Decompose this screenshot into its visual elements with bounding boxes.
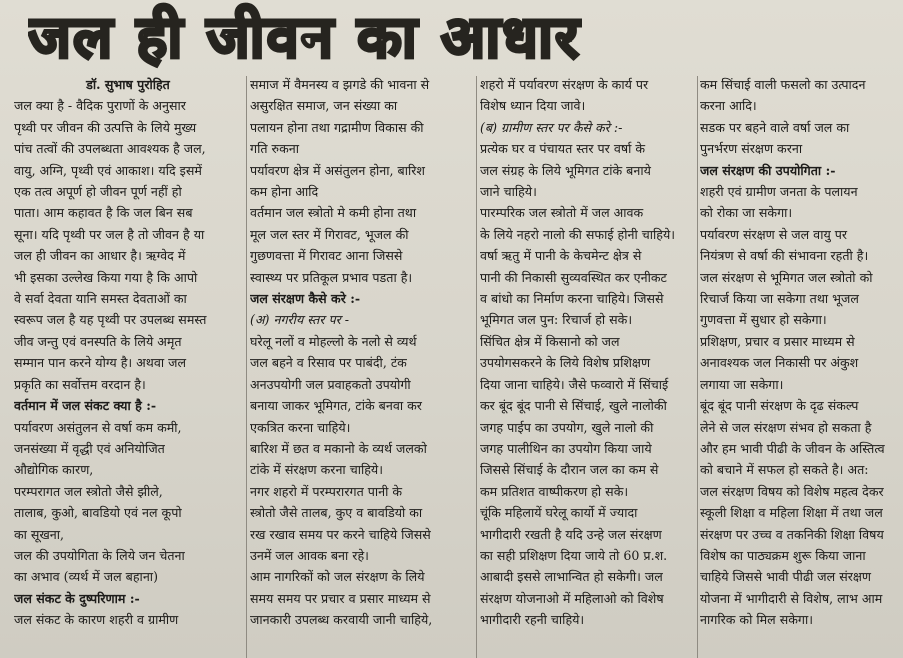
text-line: चाहिये जिससे भावी पीढी जल संरक्षण: [700, 569, 871, 585]
text-line: नियंत्रण से वर्षा की संभावना रहती है।: [700, 248, 869, 264]
text-line: कम सिंचाई वाली फसलो का उत्पादन: [700, 77, 866, 92]
subheading: (ब) ग्रामीण स्तर पर कैसे करे :-: [480, 119, 623, 135]
text-line: जल संरक्षण विषय को विशेष महत्व देकर: [700, 483, 884, 499]
text-line: संरक्षण पर उच्च व तकनिकी शिक्षा विषय: [700, 526, 884, 542]
text-line: प्रशिक्षण, प्रचार व प्रसार माध्यम से: [700, 333, 855, 349]
text-line: भूमिगत जल पुन: रिचार्ज हो सके।: [480, 312, 633, 328]
text-line: नागरिक को मिल सकेगा।: [700, 612, 814, 628]
text-line: करना आदि।: [700, 98, 757, 114]
column-divider: [246, 76, 247, 658]
text-line: जल क्या है - वैदिक पुराणों के अनुसार: [14, 98, 186, 114]
text-line: अनावश्यक जल निकासी पर अंकुश: [700, 355, 859, 371]
text-line: पानी की निकासी सुव्यवस्थित कर एनीकट: [480, 269, 667, 285]
text-line: बूंद बूंद पानी संरक्षण के दृढ संकल्प: [700, 398, 859, 414]
text-line: वायु, अग्नि, पृथ्वी एवं आकाश। यदि इसमें: [14, 162, 202, 178]
text-line: समय समय पर प्रचार व प्रसार माध्यम से: [250, 590, 431, 606]
text-line: जल संरक्षण से भूमिगत जल स्त्रोतो को: [700, 269, 873, 285]
text-line: संरक्षण योजनाओ में महिलाओ को विशेष: [480, 590, 664, 606]
text-line: कम होना आदि: [250, 184, 319, 200]
subheading: वर्तमान में जल संकट क्या है :-: [14, 398, 157, 414]
text-line: योजना में भागीदारी से विशेष, लाभ आम: [700, 590, 883, 606]
text-line: पांच तत्वों की उपलब्धता आवश्यक है जल,: [14, 141, 206, 157]
text-line: तालाब, कुओ, बावडियो एवं नल कूपो: [14, 505, 182, 521]
subheading: जल संरक्षण की उपयोगिता :-: [700, 162, 836, 178]
text-line: को बचाने में सफल हो सकते है। अत:: [700, 462, 869, 478]
text-line: पुनर्भरण संरक्षण करना: [700, 141, 803, 157]
text-line: रख रखाव समय पर करने चाहिये जिससे: [250, 526, 431, 542]
text-line: पारम्परिक जल स्त्रोतो में जल आवक: [480, 205, 644, 221]
text-line: सूना। यदि पृथ्वी पर जल है तो जीवन है या: [14, 226, 205, 242]
text-line: विशेष का पाठ्यक्रम शुरू किया जाना: [700, 547, 866, 563]
text-line: जनसंख्या में वृद्धी एवं अनियोजित: [14, 440, 165, 456]
text-line: सडक पर बहने वाले वर्षा जल का: [700, 119, 850, 135]
text-line: के लिये नहरो नालो की सफाई होनी चाहिये।: [480, 226, 676, 242]
text-line: घरेलू नलों व मोहल्लो के नलो से व्यर्थ: [250, 333, 417, 349]
text-line: रिचार्ज किया जा सकेगा तथा भूजल: [700, 291, 859, 307]
text-line: टांके में संरक्षण करना चाहिये।: [250, 462, 383, 478]
subheading: जल संरक्षण कैसे करे :-: [250, 291, 361, 307]
text-line: वर्षा ऋतु में पानी के केचमेन्ट क्षेत्र से: [480, 248, 642, 264]
column-1: [14, 74, 242, 658]
text-line: जगह पालीथिन का उपयोग किया जाये: [480, 440, 652, 456]
text-line: का अभाव (व्यर्थ में जल बहाना): [14, 569, 158, 585]
text-line: अनउपयोगी जल प्रवाहकतो उपयोगी: [250, 376, 411, 392]
text-line: नगर शहरो में परम्परारगत पानी के: [250, 483, 403, 499]
text-line: शहरी एवं ग्रामीण जनता के पलायन: [700, 184, 858, 200]
text-line: प्रत्येक घर व पंचायत स्तर पर वर्षा के: [480, 141, 646, 157]
text-line: और हम भावी पीढी के जीवन के अस्तित्व: [700, 440, 885, 456]
text-line: औद्योगिक कारण,: [14, 462, 94, 478]
text-line: पर्यावरण असंतुलन से वर्षा कम कमी,: [14, 419, 182, 435]
subheading: (अ) नगरीय स्तर पर -: [250, 312, 350, 328]
text-line: पर्यावरण संरक्षण से जल वायु पर: [700, 226, 848, 242]
text-line: विशेष ध्यान दिया जावे।: [480, 98, 586, 114]
text-line: वे सर्वा देवता यानि समस्त देवताओं का: [14, 291, 187, 307]
text-line: कम प्रतिशत वाष्पीकरण हो सके।: [480, 483, 629, 499]
text-line: भागीदारी रहनी चाहिये।: [480, 612, 585, 628]
text-line: को रोका जा सकेगा।: [700, 205, 793, 221]
text-line: असुरक्षित समाज, जन संख्या का: [250, 98, 398, 114]
text-line: बारिश में छत व मकानो के व्यर्थ जलको: [250, 440, 427, 456]
text-line: स्वरूप जल है यह पृथ्वी पर उपलब्ध समस्त: [14, 312, 207, 328]
text-line: जल संग्रह के लिये भूमिगत टांके बनाये: [480, 162, 651, 178]
text-line: जल की उपयोगिता के लिये जन चेतना: [14, 547, 185, 563]
text-line: एक तत्व अपूर्ण हो जीवन पूर्ण नहीं हो: [14, 184, 182, 200]
text-line: गुछणवत्ता में गिरावट आना जिससे: [250, 248, 403, 264]
text-line: गुणवत्ता में सुधार हो सकेगा।: [700, 312, 827, 328]
text-line: भी इसका उल्लेख किया गया है कि आपो: [14, 269, 198, 285]
text-line: लगाया जा सकेगा।: [700, 376, 784, 392]
text-line: पाता। आम कहावत है कि जल बिन सब: [14, 205, 193, 221]
text-line: जाने चाहिये।: [480, 184, 537, 200]
text-line: समाज में वैमनस्य व झगडे की भावना से: [250, 77, 430, 92]
text-line: शहरो में पर्यावरण संरक्षण के कार्य पर: [480, 77, 649, 92]
column-4: [700, 74, 896, 658]
text-line: सिंचित क्षेत्र में किसानो को जल: [480, 333, 620, 349]
column-3: [480, 74, 694, 658]
text-line: का सूखना,: [14, 526, 65, 542]
text-line: स्वास्थ्य पर प्रतिकूल प्रभाव पडता है।: [250, 269, 413, 285]
text-line: जल बहने व रिसाव पर पाबंदी, टंक: [250, 355, 407, 371]
text-line: जीव जन्तु एवं वनस्पति के लिये अमृत: [14, 333, 182, 349]
text-line: प्रकृति का सर्वोत्तम वरदान है।: [14, 376, 146, 392]
text-line: पर्यावरण क्षेत्र में असंतुलन होना, बारिश: [250, 162, 425, 178]
text-line: आम नागरिकों को जल संरक्षण के लिये: [250, 569, 425, 585]
text-line: मूल जल स्तर में गिरावट, भूजल की: [250, 226, 409, 242]
text-line: दिया जाना चाहिये। जैसे फव्वारो में सिंचाई: [480, 376, 669, 392]
text-line: जानकारी उपलब्ध करवायी जानी चाहिये,: [250, 612, 433, 628]
subheading: जल संकट के दुष्परिणाम :-: [14, 590, 140, 606]
text-line: कर बूंद बूंद पानी से सिंचाई, खुले नालोकी: [480, 398, 667, 414]
text-line: आबादी इससे लाभान्वित हो सकेगी। जल: [480, 569, 663, 585]
text-line: जिससे सिंचाई के दौरान जल का कम से: [480, 462, 659, 478]
column-2: [250, 74, 478, 658]
text-line: जगह पाईप का उपयोग, खुले नालो की: [480, 419, 654, 435]
text-line: उनमें जल आवक बना रहे।: [250, 547, 369, 563]
text-line: गति रुकना: [250, 141, 299, 157]
text-line: का सही प्रशिक्षण दिया जाये तो 60 प्र.श.: [480, 547, 668, 563]
text-line: एकत्रित करना चाहिये।: [250, 419, 351, 435]
text-line: जल ही जीवन का आधार है। ऋग्वेद में: [14, 248, 186, 264]
headline: जल ही जीवन का आधार: [28, 3, 581, 71]
author-byline: डॉ. सुभाष पुरोहित: [86, 77, 170, 92]
text-line: परम्परागत जल स्त्रोतो जैसे झीले,: [14, 483, 163, 499]
text-line: पृथ्वी पर जीवन की उत्पत्ति के लिये मुख्य: [14, 119, 197, 135]
text-line: व बांधो का निर्माण करना चाहिये। जिससे: [480, 291, 664, 307]
text-line: सम्मान पान करने योग्य है। अथवा जल: [14, 355, 186, 371]
text-line: लेने से जल संरक्षण संभव हो सकता है: [700, 419, 872, 435]
text-line: जल संकट के कारण शहरी व ग्रामीण: [14, 612, 179, 628]
column-divider: [697, 76, 698, 658]
text-line: वर्तमान जल स्त्रोतो मे कमी होना तथा: [250, 205, 417, 221]
text-line: चूंकि महिलायें घरेलू कार्यो में ज्यादा: [480, 505, 638, 521]
text-line: बनाया जाकर भूमिगत, टांके बनवा कर: [250, 398, 422, 414]
text-line: उपयोगसकरने के लिये विशेष प्रशिक्षण: [480, 355, 651, 371]
text-line: भागीदारी रखती है यदि उन्हे जल संरक्षण: [480, 526, 662, 542]
text-line: स्कूली शिक्षा व महिला शिक्षा में तथा जल: [700, 505, 883, 521]
text-line: पलायन होना तथा गद्रामीण विकास की: [250, 119, 424, 135]
text-line: स्त्रोतो जैसे तालब, कुए व बावडियो का: [250, 505, 423, 521]
